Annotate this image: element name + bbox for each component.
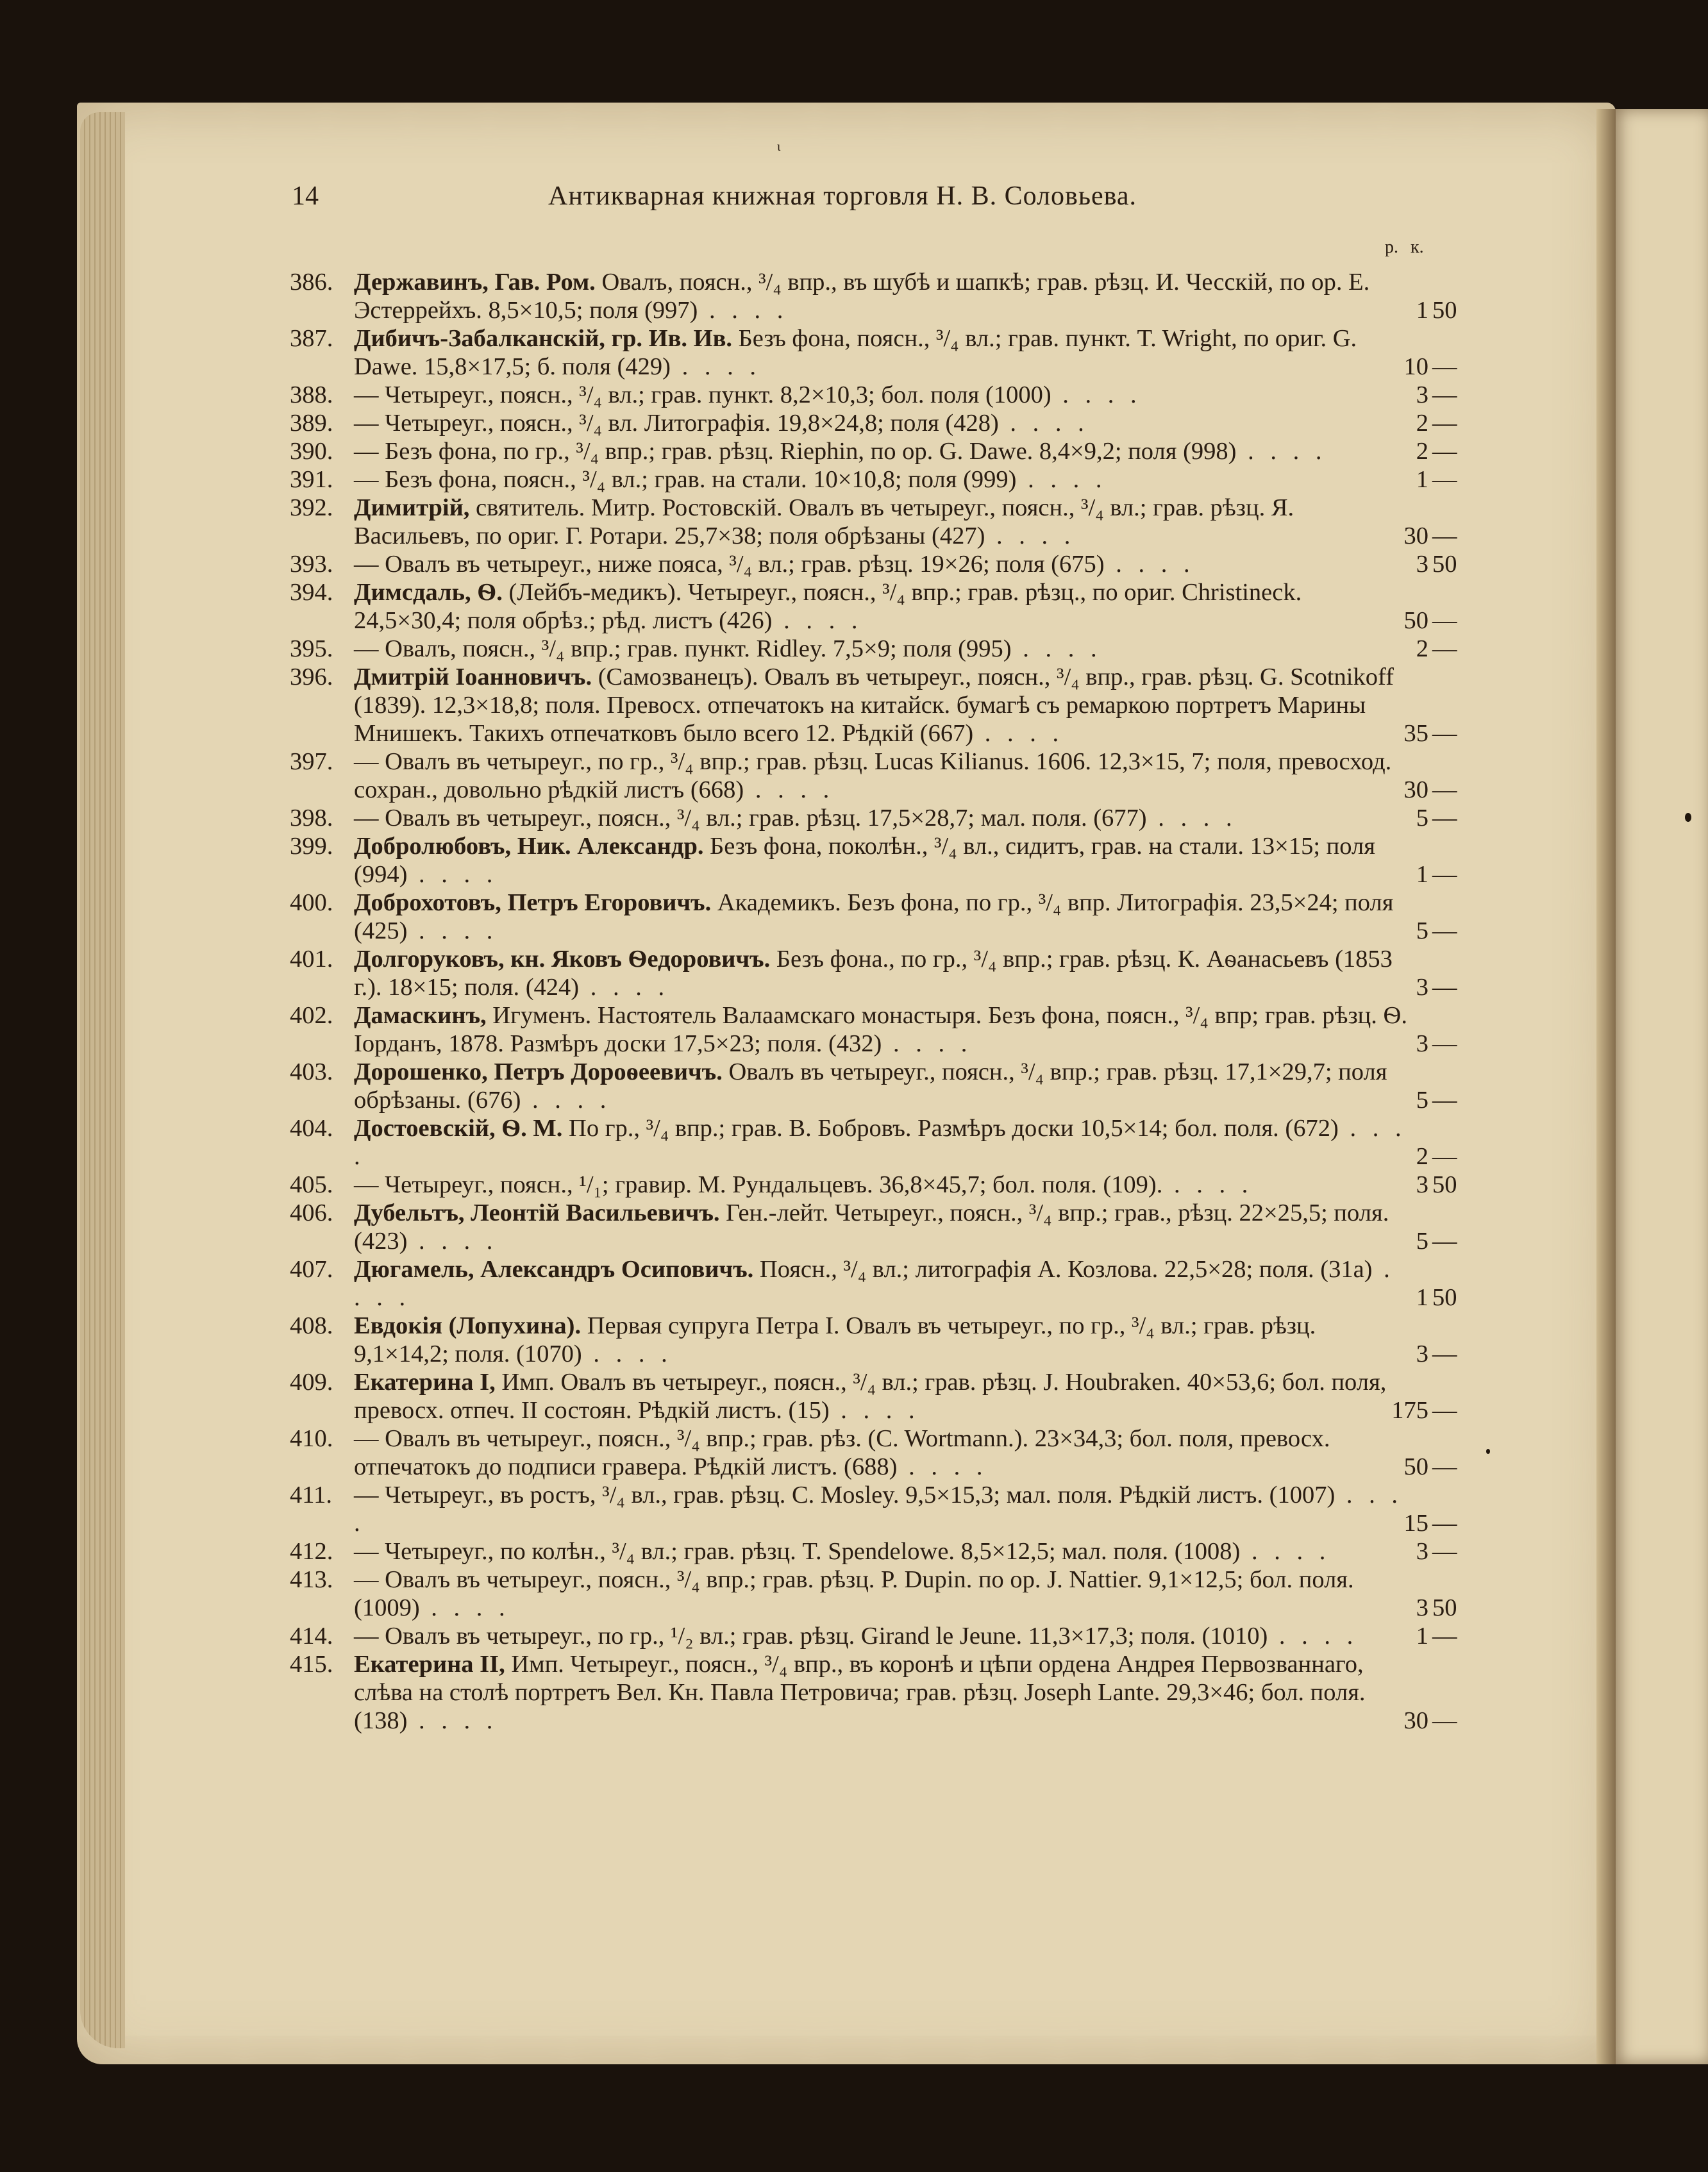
entry-number: 399.	[290, 833, 333, 860]
entry-description	[354, 1312, 1409, 1368]
catalog-entry	[290, 1481, 1463, 1537]
price-kopecks: —	[1432, 1228, 1457, 1255]
entry-number: 406.	[290, 1199, 333, 1226]
entry-price	[1403, 1424, 1463, 1481]
price-kopecks: —	[1432, 410, 1457, 437]
entry-number: 388.	[290, 381, 333, 408]
entry-price	[1403, 663, 1463, 748]
price-kopecks: —	[1432, 1510, 1457, 1537]
entry-person-name: Долгоруковъ, кн. Яковъ Ѳедоровичъ.	[354, 946, 771, 973]
price-kopecks: —	[1432, 1341, 1457, 1367]
price-rubles: 5	[1416, 805, 1428, 831]
entry-description	[354, 1368, 1409, 1424]
price-kopecks: —	[1432, 974, 1457, 1001]
entry-number: 402.	[290, 1002, 333, 1029]
entry-number: 409.	[290, 1369, 333, 1396]
price-rubles: 3	[1416, 974, 1428, 1001]
entry-price	[1409, 550, 1463, 578]
entry-price	[1403, 1650, 1463, 1735]
entry-price	[1409, 945, 1463, 1001]
entry-number: 412.	[290, 1538, 333, 1565]
entry-description	[354, 832, 1409, 889]
entry-person-name: Дубельтъ, Леонтій Васильевичъ.	[354, 1199, 720, 1226]
price-kopecks: —	[1432, 381, 1457, 408]
price-kopecks: —	[1432, 1707, 1457, 1734]
dot-leader: . . . .	[407, 1707, 498, 1734]
entry-person-name: Димсдаль, Ѳ.	[354, 579, 503, 606]
price-kopecks: —	[1432, 861, 1457, 888]
entry-person-name: Дорошенко, Петръ Дороѳеевичъ.	[354, 1058, 723, 1085]
catalog-entry	[290, 1650, 1463, 1735]
entry-text: — Овалъ въ четыреуг., по гр., ¹/₂ вл.; грав. рѣзц. Girand le Jeune. 11,3×17,3; поля. (1010)	[354, 1623, 1268, 1650]
catalog-entry	[290, 889, 1463, 945]
entry-description	[354, 1058, 1409, 1114]
entry-price	[1409, 1537, 1463, 1566]
price-kopecks: —	[1432, 438, 1457, 465]
entry-price	[1391, 1368, 1463, 1424]
entry-number: 401.	[290, 946, 333, 973]
entry-number: 392.	[290, 494, 333, 521]
dot-leader: . . . .	[521, 1087, 612, 1114]
entry-text: — Овалъ въ четыреуг., ниже пояса, ³/₄ вл.; грав. рѣзц. 19×26; поля (675)	[354, 551, 1105, 578]
entry-description	[354, 1114, 1409, 1171]
price-kopecks: 50	[1432, 297, 1457, 324]
dot-leader: . . . .	[407, 917, 498, 944]
entry-person-name: Дамаскинъ,	[354, 1002, 487, 1029]
entry-description	[354, 550, 1409, 578]
entry-price	[1409, 465, 1463, 494]
price-rubles: 3	[1416, 1030, 1428, 1057]
price-rubles: 5	[1416, 1228, 1428, 1255]
price-rubles: 1	[1416, 297, 1428, 324]
entry-description	[354, 409, 1409, 437]
book-page-right	[1616, 109, 1708, 2064]
entry-person-name: Димитрій,	[354, 494, 470, 521]
entry-number: 400.	[290, 889, 333, 916]
price-rubles: 50	[1403, 607, 1428, 634]
dot-leader: . . . .	[1236, 438, 1327, 465]
entry-price	[1409, 1001, 1463, 1058]
price-kopecks: —	[1432, 1143, 1457, 1170]
entry-description	[354, 1424, 1409, 1481]
catalog-entry	[290, 945, 1463, 1001]
price-rubles: 175	[1391, 1397, 1428, 1424]
catalog-entry	[290, 804, 1463, 832]
entry-description	[354, 1199, 1409, 1255]
entry-number: 413.	[290, 1566, 333, 1593]
entry-number: 410.	[290, 1425, 333, 1452]
entry-description	[354, 381, 1409, 409]
price-rubles: 5	[1416, 917, 1428, 944]
entry-number: 391.	[290, 466, 333, 493]
price-kopecks: —	[1432, 917, 1457, 944]
entry-person-name: Добролюбовъ, Ник. Александр.	[354, 833, 704, 860]
entry-description	[354, 1481, 1409, 1537]
currency-columns-header: р. к.	[1385, 237, 1424, 257]
dot-leader: . . . .	[698, 297, 789, 324]
dot-leader: . . . .	[354, 1256, 1395, 1311]
entry-price	[1409, 1058, 1463, 1114]
entry-person-name: Екатерина II,	[354, 1651, 505, 1678]
entry-description	[354, 889, 1409, 945]
entry-number: 395.	[290, 635, 333, 662]
price-rubles: 3	[1416, 1341, 1428, 1367]
entry-text: — Четыреуг., въ ростъ, ³/₄ вл., грав. рѣзц. C. Mosley. 9,5×15,3; мал. поля. Рѣдкій листъ. (1007)	[354, 1482, 1335, 1508]
entry-price	[1403, 748, 1463, 804]
dot-leader: . . . .	[419, 1594, 510, 1621]
price-kopecks: 50	[1432, 1594, 1457, 1621]
entry-number: 414.	[290, 1623, 333, 1650]
entry-text: Безъ фона., по гр., ³/₄ впр.; грав. рѣзц. К. Аѳанасьевъ (1853 г.). 18×15; поля. (424)	[354, 946, 1393, 1001]
entry-price	[1409, 1114, 1463, 1171]
entry-price	[1409, 409, 1463, 437]
catalog-entry	[290, 1171, 1463, 1199]
catalog-entry	[290, 1312, 1463, 1368]
entry-person-name: Достоевскій, Ѳ. М.	[354, 1115, 563, 1142]
dot-leader: . . . .	[1240, 1538, 1331, 1565]
dot-leader: . . . .	[1162, 1171, 1253, 1198]
entry-text: Имп. Четыреуг., поясн., ³/₄ впр., въ коронѣ и цѣпи ордена Андрея Первозваннаго, слѣва на столѣ портретъ Вел. Кн. Павла Петровича; грав. рѣзц. Joseph Lante. 29,3×46; бол. поля. (138)	[354, 1651, 1366, 1734]
dot-leader: . . . .	[670, 353, 761, 380]
entry-number: 393.	[290, 551, 333, 578]
price-kopecks: —	[1432, 466, 1457, 493]
catalog-entry	[290, 1368, 1463, 1424]
entry-description	[354, 1650, 1409, 1735]
entry-number: 397.	[290, 748, 333, 775]
catalog-entry	[290, 381, 1463, 409]
entry-text: Академикъ. Безъ фона, по гр., ³/₄ впр. Литографія. 23,5×24; поля (425)	[354, 889, 1394, 944]
entry-description	[354, 494, 1409, 550]
entry-number: 396.	[290, 664, 333, 690]
price-rubles: 1	[1416, 1623, 1428, 1650]
price-rubles: 1	[1416, 466, 1428, 493]
entry-text: — Овалъ въ четыреуг., поясн., ³/₄ впр.; грав. рѣзц. P. Dupin. по ор. J. Nattier. 9,1×12,5; бол. поля. (1009)	[354, 1566, 1354, 1621]
entry-text: Имп. Овалъ въ четыреуг., поясн., ³/₄ вл.; грав. рѣзц. J. Houbraken. 40×53,6; бол. поля, превосх. отпеч. II состоян. Рѣдкій листъ. (15)	[354, 1369, 1387, 1424]
catalog-entry	[290, 1255, 1463, 1312]
entry-description	[354, 1001, 1409, 1058]
catalog-entry	[290, 635, 1463, 663]
price-rubles: 3	[1416, 1594, 1428, 1621]
paper-speck	[1486, 1449, 1490, 1454]
entry-text: — Четыреуг., поясн., ¹/₁; гравир. М. Рундальцевъ. 36,8×45,7; бол. поля. (109).	[354, 1171, 1163, 1198]
price-kopecks: —	[1432, 1453, 1457, 1480]
price-kopecks: —	[1432, 1030, 1457, 1057]
catalog-entry	[290, 465, 1463, 494]
price-rubles: 10	[1403, 353, 1428, 380]
entry-person-name: Екатерина I,	[354, 1369, 496, 1396]
price-kopecks: —	[1432, 1538, 1457, 1565]
price-kopecks: —	[1432, 607, 1457, 634]
entry-person-name: Державинъ, Гав. Ром.	[354, 269, 596, 296]
dot-leader: . . . .	[407, 861, 498, 888]
dot-leader: . . . .	[1104, 551, 1195, 578]
catalog-entry	[290, 1622, 1463, 1650]
dot-leader: . . . .	[1051, 381, 1142, 408]
entry-text: — Четыреуг., по колѣн., ³/₄ вл.; грав. рѣзц. T. Spendelowe. 8,5×12,5; мал. поля. (1008)	[354, 1538, 1241, 1565]
entry-number: 407.	[290, 1256, 333, 1283]
entry-number: 389.	[290, 410, 333, 437]
catalog-entry	[290, 578, 1463, 635]
dot-leader: . . . .	[973, 720, 1064, 747]
entry-text: Поясн., ³/₄ вл.; литографія А. Козлова. 22,5×28; поля. (31a)	[759, 1256, 1373, 1283]
page-number: 14	[292, 181, 319, 211]
entry-description	[354, 663, 1409, 748]
entry-person-name: Дюгамель, Александръ Осиповичъ.	[354, 1256, 754, 1283]
entry-text: Ген.-лейт. Четыреуг., поясн., ³/₄ впр.; грав., рѣзц. 22×25,5; поля. (423)	[354, 1199, 1389, 1255]
entry-price	[1409, 1199, 1463, 1255]
entry-price	[1409, 804, 1463, 832]
catalog-entry	[290, 1566, 1463, 1622]
entry-number: 404.	[290, 1115, 333, 1142]
entry-price	[1409, 1171, 1463, 1199]
entry-number: 394.	[290, 579, 333, 606]
price-kopecks: —	[1432, 805, 1457, 831]
entry-description	[354, 748, 1409, 804]
price-rubles: 3	[1416, 1171, 1428, 1198]
price-kopecks: —	[1432, 522, 1457, 549]
entry-text: Безъ фона, поясн., ³/₄ вл.; грав. пункт. T. Wright, по ориг. G. Dawe. 15,8×17,5; б. поля (429)	[354, 325, 1357, 380]
entry-number: 403.	[290, 1058, 333, 1085]
entry-text: — Овалъ, поясн., ³/₄ впр.; грав. пункт. Ridley. 7,5×9; поля (995)	[354, 635, 1012, 662]
entry-text: — Четыреуг., поясн., ³/₄ вл. Литографія. 19,8×24,8; поля (428)	[354, 410, 999, 437]
entry-text: — Овалъ въ четыреуг., по гр., ³/₄ впр.; грав. рѣзц. Lucas Kilianus. 1606. 12,3×15, 7; поля, превосход. сохран., довольно рѣдкій листъ (668)	[354, 748, 1392, 803]
entry-description	[354, 1255, 1409, 1312]
entry-price	[1403, 494, 1463, 550]
entry-text: — Овалъ въ четыреуг., поясн., ³/₄ впр.; грав. рѣз. (C. Wortmann.). 23×34,3; бол. поля, превосх. отпечатокъ до подписи гравера. Рѣдкій листъ. (688)	[354, 1425, 1330, 1480]
entry-price	[1409, 1566, 1463, 1622]
entry-number: 387.	[290, 325, 333, 352]
dot-leader: . . . .	[354, 1482, 1403, 1537]
entry-price	[1409, 889, 1463, 945]
entry-text: — Овалъ въ четыреуг., поясн., ³/₄ вл.; грав. рѣзц. 17,5×28,7; мал. поля. (677)	[354, 805, 1147, 831]
catalog-entry	[290, 1058, 1463, 1114]
price-rubles: 35	[1403, 720, 1428, 747]
price-rubles: 15	[1403, 1510, 1428, 1537]
price-kopecks: —	[1432, 1397, 1457, 1424]
entry-description	[354, 1622, 1409, 1650]
dot-leader: . . . .	[407, 1228, 498, 1255]
entry-description	[354, 1566, 1409, 1622]
entry-text: — Четыреуг., поясн., ³/₄ вл.; грав. пункт. 8,2×10,3; бол. поля (1000)	[354, 381, 1051, 408]
entry-description	[354, 1537, 1409, 1566]
catalog-entries	[290, 268, 1463, 1735]
entry-price	[1409, 635, 1463, 663]
dot-leader: . . . .	[1146, 805, 1237, 831]
entry-number: 405.	[290, 1171, 333, 1198]
dot-leader: . . . .	[1011, 635, 1102, 662]
entry-price	[1409, 1312, 1463, 1368]
price-rubles: 2	[1416, 438, 1428, 465]
price-rubles: 2	[1416, 635, 1428, 662]
entry-price	[1409, 832, 1463, 889]
price-rubles: 3	[1416, 381, 1428, 408]
catalog-entry	[290, 1001, 1463, 1058]
price-rubles: 2	[1416, 1143, 1428, 1170]
price-rubles: 5	[1416, 1087, 1428, 1114]
entry-person-name: Дмитрій Іоанновичъ.	[354, 664, 592, 690]
entry-price	[1403, 1481, 1463, 1537]
price-rubles: 1	[1416, 1284, 1428, 1311]
entry-price	[1409, 437, 1463, 465]
entry-number: 386.	[290, 269, 333, 296]
entry-text: Безъ фона, поколѣн., ³/₄ вл., сидитъ, грав. на стали. 13×15; поля (994)	[354, 833, 1375, 888]
catalog-entry	[290, 437, 1463, 465]
price-kopecks: —	[1432, 720, 1457, 747]
entry-price	[1403, 324, 1463, 381]
dot-leader: . . . .	[354, 1115, 1407, 1170]
catalog-entry	[290, 1199, 1463, 1255]
entry-text: Игуменъ. Настоятель Валаамскаго монастыря. Безъ фона, поясн., ³/₄ впр; грав. рѣзц. Ѳ. Іорданъ, 1878. Размѣръ доски 17,5×23; поля. (432)	[354, 1002, 1407, 1057]
entry-description	[354, 1171, 1409, 1199]
entry-number: 415.	[290, 1651, 333, 1678]
dot-leader: . . . .	[1016, 466, 1107, 493]
entry-description	[354, 804, 1409, 832]
price-kopecks: 50	[1432, 1284, 1457, 1311]
paper-speck	[1685, 813, 1691, 822]
entry-description	[354, 945, 1409, 1001]
entry-number: 398.	[290, 805, 333, 831]
entry-number: 390.	[290, 438, 333, 465]
dot-leader: . . . .	[772, 607, 863, 634]
dot-leader: . . . .	[744, 776, 835, 803]
catalog-entry	[290, 268, 1463, 324]
catalog-entry	[290, 832, 1463, 889]
entry-price	[1409, 268, 1463, 324]
price-kopecks: 50	[1432, 1171, 1457, 1198]
entry-description	[354, 437, 1409, 465]
entry-price	[1409, 1622, 1463, 1650]
price-rubles: 30	[1403, 776, 1428, 803]
dot-leader: . . . .	[985, 522, 1076, 549]
dot-leader: . . . .	[998, 410, 1089, 437]
entry-text: Первая супруга Петра I. Овалъ въ четыреуг., по гр., ³/₄ вл.; грав. рѣзц. 9,1×14,2; поля. (1070)	[354, 1312, 1316, 1367]
price-kopecks: —	[1432, 1087, 1457, 1114]
catalog-entry	[290, 409, 1463, 437]
catalog-entry	[290, 663, 1463, 748]
catalog-entry	[290, 1114, 1463, 1171]
page-edges	[80, 112, 125, 2048]
entry-price	[1409, 381, 1463, 409]
entry-text: Овалъ, поясн., ³/₄ впр., въ шубѣ и шапкѣ; грав. рѣзц. И. Чесскій, по ор. Е. Эстеррейхъ. 8,5×10,5; поля (997)	[354, 269, 1370, 324]
entry-text: — Безъ фона, поясн., ³/₄ вл.; грав. на стали. 10×10,8; поля (999)	[354, 466, 1017, 493]
entry-text: — Безъ фона, по гр., ³/₄ впр.; грав. рѣзц. Riephin, по ор. G. Dawe. 8,4×9,2; поля (998)	[354, 438, 1237, 465]
entry-description	[354, 465, 1409, 494]
catalog-entry	[290, 494, 1463, 550]
dot-leader: . . . .	[829, 1397, 920, 1424]
entry-person-name: Евдокія (Лопухина).	[354, 1312, 582, 1339]
price-rubles: 30	[1403, 1707, 1428, 1734]
catalog-entry	[290, 1537, 1463, 1566]
price-kopecks: —	[1432, 635, 1457, 662]
price-rubles: 3	[1416, 551, 1428, 578]
entry-text: (Лейбъ-медикъ). Четыреуг., поясн., ³/₄ впр.; грав. рѣзц., по ориг. Christineck. 24,5×30,4; поля обрѣз.; рѣд. листъ (426)	[354, 579, 1302, 634]
catalog-entry	[290, 748, 1463, 804]
catalog-entry	[290, 324, 1463, 381]
entry-text: По гр., ³/₄ впр.; грав. В. Бобровъ. Размѣръ доски 10,5×14; бол. поля. (672)	[569, 1115, 1339, 1142]
printer-mark: ι	[777, 140, 781, 154]
price-kopecks: —	[1432, 353, 1457, 380]
entry-text: Овалъ въ четыреуг., поясн., ³/₄ впр.; грав. рѣзц. 17,1×29,7; поля обрѣзаны. (676)	[354, 1058, 1387, 1114]
entry-text: святитель. Митр. Ростовскій. Овалъ въ четыреуг., поясн., ³/₄ вл.; грав. рѣзц. Я. Васильевъ, по ориг. Г. Ротари. 25,7×38; поля обрѣзаны (427)	[354, 494, 1294, 549]
dot-leader: . . . .	[579, 974, 670, 1001]
entry-description	[354, 635, 1409, 663]
entry-description	[354, 578, 1409, 635]
entry-price	[1409, 1255, 1463, 1312]
price-rubles: 1	[1416, 861, 1428, 888]
entry-number: 408.	[290, 1312, 333, 1339]
price-rubles: 3	[1416, 1538, 1428, 1565]
running-title: Антикварная книжная торговля Н. В. Соловьева.	[548, 181, 1137, 211]
dot-leader: . . . .	[582, 1341, 673, 1367]
page-header	[292, 181, 1452, 219]
entry-person-name: Дибичъ-Забалканскій, гр. Ив. Ив.	[354, 325, 733, 352]
price-kopecks: —	[1432, 1623, 1457, 1650]
entry-price	[1403, 578, 1463, 635]
entry-description	[354, 268, 1409, 324]
price-rubles: 2	[1416, 410, 1428, 437]
entry-person-name: Доброхотовъ, Петръ Егоровичъ.	[354, 889, 712, 916]
dot-leader: . . . .	[1268, 1623, 1359, 1650]
entry-number: 411.	[290, 1482, 332, 1508]
dot-leader: . . . .	[897, 1453, 988, 1480]
catalog-entry	[290, 550, 1463, 578]
price-kopecks: 50	[1432, 551, 1457, 578]
entry-text: (Самозванецъ). Овалъ въ четыреуг., поясн., ³/₄ впр., грав. рѣзц. G. Scotnikoff (1839). 12,3×18,8; поля. Превосх. отпечатокъ на китайск. бумагѣ съ ремаркою портретъ Марины Мнишекъ. Такихъ отпечатковъ было всего 12. Рѣдкій (667)	[354, 664, 1394, 747]
price-kopecks: —	[1432, 776, 1457, 803]
price-rubles: 30	[1403, 522, 1428, 549]
catalog-entry	[290, 1424, 1463, 1481]
price-rubles: 50	[1403, 1453, 1428, 1480]
entry-description	[354, 324, 1409, 381]
dot-leader: . . . .	[882, 1030, 973, 1057]
